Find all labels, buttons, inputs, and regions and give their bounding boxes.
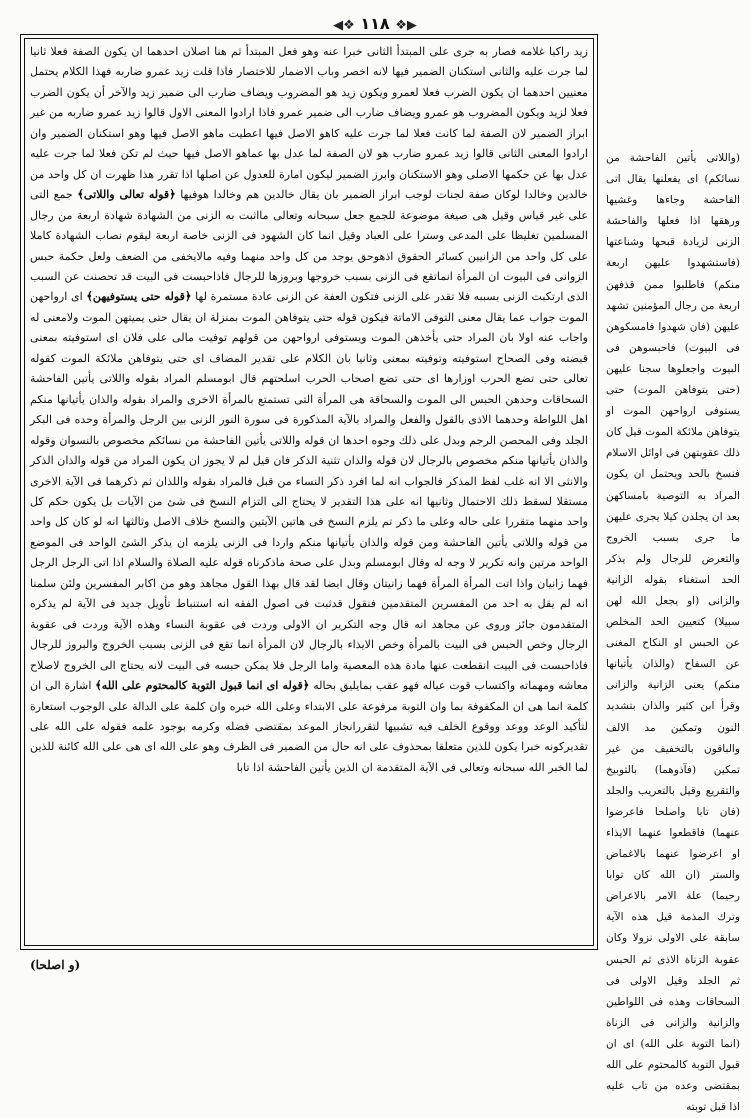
keyword-1: ﴿قوله تعالى واللاتى﴾ [77,188,176,202]
margin-commentary-text: (واللاتى يأتين الفاحشة من نسائكم) اى يفعلنها يقال اتى الفاحشة وجاءها وغشيها ورهقها اذا فعلها والفاحشة الزنى لزيادة قبحها وشناعتها (فاستشهدوا عليهن اربعة منكم) فاطلبوا ممن قذفهن اربعة من رجال المؤمنين تشهد عليهن (فان شهدوا فامسكوهن فى البيوت) فاحبسوهن فى البيوت واجعلوها سجنا عليهن (حتى يتوفاهن الموت) حتى يستوفى ارواحهن الموت او يتوفاهن ملائكة الموت قيل كان ذلك عقوبتهن فى اوائل الاسلام فنسخ بالحد ويحتمل ان يكون المراد به التوصية بامساكهن بعد ان يجلدن كيلا يجرى عليهن ما جرى بسبب الخروج والتعرض للرجال ولم يذكر الحد استغناء بقوله الزانية والزانى (او يجعل الله لهن سبيلا) كتعيين الحد المخلص عن الحبس او النكاح المغنى عن السفاح (والذان يأتيانها منكم) يعنى الزانية والزانى وقرأ ابن كثير والذان بتشديد النون وتمكين مد الالف والباقون بالتخفيف من غير تمكين (فآذوهما) بالتوبيخ والتقريع وقيل بالتعريب والجلد (فان تابا واصلحا فاعرضوا عنهما) فاقطعوا عنهما الايذاء او اعرضوا عنهما بالاغماض والستر (ان الله كان توابا رحيما) علة الامر بالاعراض وترك المذمة قيل هذه الآية سابقة على الاولى نزولا وكان عقوبة الزناة الاذى ثم الحبس ثم الجلد وقيل الاولى فى السحاقات وهذه فى اللواطين والزانية والزانى فى الزناة (انما التوبة على الله) اى ان قبول التوبة كالمحتوم على الله بمقتضى وعده من تاب عليه اذا قبل توبته [606,152,740,1114]
ornament-left-icon: ◀❖ [333,18,355,33]
paragraph-4: اشارة الى ان كلمة انما هى ان المكفوفة بما وان التوبة مرفوعة على الابتداء وعلى الله خبره وان كلمة على الدالة على الوجوب استعارة لتأكيد الوعد ووعد ووقوع الخلف فيه تشبيها لتقررانجاز الموعد بمقتضى فضله وكرمه بوجود علمه فقوله على الله على تقديركونه خبرا يكون للذين متعلقا بمحذوف على انه حال من الضمير فى الظرف وهو على الله اى هى على الله كائنة للذين لما الخبر الله سبحانه وتعالى فى الآية المتقدمة ان الذين يأتين الفاحشة اذا تابا [30,679,588,774]
keyword-3: ﴿قوله اى انما قبول التوبة كالمحتوم على الله﴾ [95,679,310,693]
ornament-right-icon: ❖▶ [395,18,417,33]
paragraph-2: جمع التى على غير قياس وقيل هى صيغة موضوعة للجمع جعل سبحانه وتعالى مااثبت به الزنى من الشهادة شهادة اربعة من رجال المسلمين تغليظا على المدعى وسترا على العباد وقيل انما كان الشهود فى الزنى خاصة اربعة ليقوم نصاب الشهادة كاملا على كل واحد من الزانيين كسائر الحقوق اذهوحق يوجد من كل واحد منهما وفيه مالايخفى من الضعف ولعل حكمة حبس الزوانى فى البيوت ان المرأة انماتقع فى الزنى بسبب خروجها وبروزها للرجال فاذاحبست فى البيت قد تحصنت عن السبب الذى ارتكبت الزنى بسببه فلا تقدر على الزنى فتكون العفة عن الزنى عادة مستمرة لها [30,188,589,304]
paragraph-1: زيد راكبا غلامه فصار به جرى على المبتدأ الثانى خبرا عنه وهو فعل المبتدأ ثم هنا اصلان احدهما ان يكون الصفة فعلا ثانيا لما جرت عليه والثانى استكنان الضمير فيها لانه اخصر وباب الاضمار للاختصار فاذا قلت زيد عمرو ضاربه فهذا الكلام يحتمل معنيين احدهما ان يكون الضرب فعلا لعمرو ويكون زيد هو المضروب ويضاف ضارب الى ضمير زيد والآخر أن يكون الضرب فعلا لزيد ويكون المضروب هو عمرو ويضاف ضارب الى ضمير عمرو فاذا ارادوا المعنى الاول قالوا زيد عمرو ضاربه من غير ابراز الضمير لان الصفة لما كانت فعلا لما جرت عليه كاهو الاصل فيها اعطيت ماهو الاصل فيها وهو استكنان الضمير وان ارادوا المعنى الثانى قالوا زيد عمرو ضارب هو لان الصفة لما عدل بها عماهو الاصل فيها حيث لم تكن فعلا لما جرت عليه عدل بها عن حكمها الاصلى وهو الاستكنان وابرز الضمير ليكون امارة للعدول عن اصلها اذا تقرر هذا ظهرت ان كل واحد من خالدين وخالدا لوكان صفة لجنات لوجب ابراز الضمير بان يقال خالدين هم وخالدا هوفيها [30,45,589,202]
catchword: (و اصلحا) [30,958,81,972]
page-number [0,14,750,33]
main-commentary-text [30,42,588,944]
page-number-text: ١١٨ [360,14,390,33]
paragraph-3: اى ارواحهن الموت جواب عما يقال معنى التوفى الاماتة فيكون قوله حتى يتوفاهن الموت بمنزلة ان يقال حتى يميتهن الموت ولامعنى له واجاب عنه اولا بان المراد حتى يأخذهن الموت ويستوفى ارواحهن من قولهم توفيت مالى على فلان اى استوفيته بمعنى قبضته وفى الصحاح استوفيته وتوفيته بمعنى وثانيا بان الكلام على تقدير المضاف اى حتى يتوفاهن ملائكة الموت كقوله تعالى حتى تضع الحرب اوزارها اى حتى تضع اصحاب الحرب اسلحتهم قال ابومسلم المراد بقوله واللاتى يأتين الفاحشة السحاقات وحدهن الحبس الى الموت والسحاقة هى المرأة التى تستمتع بالمرأة الاخرى والمراد بقوله والذان يأتيانها منكم اهل اللواطة وحدهما الاذى بالقول والفعل والمراد بالآية المذكورة فى سورة النور الزنى بين الرجل والمرأة وحده فى البكر الجلد وفى المحصن الرجم وبدل على ذلك وجوه احدها ان قوله واللاتى يأتين الفاحشة من نسائكم مخصوص بالنسوان وقوله والذان يأتيانها منكم مخصوص بالرجال لان قوله والذان تثنية الذكر فان قيل لم لا يجوز ان يكون المراد من قوله والذان الذكر والانثى الا انه غلب لفظ المذكر فالجواب انه لما افرد ذكر النساء من قبل فالمراد بقوله واللذان ثم ذكرهما فى الآية الاخرى مستقلا لسقط ذلك الاحتمال وثانيها انه على هذا التقدير لا يحتاج الى التزام النسخ فى شئ من الآيات بل يكون حكم كل واحد منهما متقررا على حاله وعلى ما ذكر تم يلزم النسخ فى هاتين الآيتين والنسخ خلاف الاصل وثالثها انه لو كان كل واحد من قوله واللاتى يأتين الفاحشة ومن قوله والذان يأتيانها منكم واردا فى الزنى يلزمه ان يذكر الشئ الواحد فى الموضع الواحد مرتين وانه تكرير لا وجه له وقال ابومسلم وبدل على صحة ماذكرناه قوله عليه الصلاة والسلام اذا اتى الرجل الرجل فهما زانيان واذا اتت المرأة المرأة فهما زانيتان وقال ايضا لقد قال بهذا القول مجاهد وهو من اكابر المفسرين ولئن سلمنا انه لم يقل به احد من المفسرين المتقدمين فنقول قدثبت فى اصول الفقه انه استنباط تأويل جديد فى الآية لم يذكره المتقدمون جائز وروى عن مجاهد انه قال وجه التكرير ان الاولى وردت فى عقوبة النساء وهذه الآية وردت فى عقوبة الرجال وخص الحبس فى البيت بالمرأة وخص الايذاء بالرجال لان المرأة انما تقع فى الزنى بسبب الخروج والبروز للرجال فاذاحبست فى البيت انقطعت عنها مادة هذه المعصية واما الرجل فلا يمكن حبسه فى البيت لانه يحتاج الى الخروج لاصلاح معاشه ومهماته واكتساب قوت عياله فهو عقب بمايليق بحاله [30,290,589,693]
keyword-2: ﴿قوله حتى يستوفيهن﴾ [86,290,192,304]
